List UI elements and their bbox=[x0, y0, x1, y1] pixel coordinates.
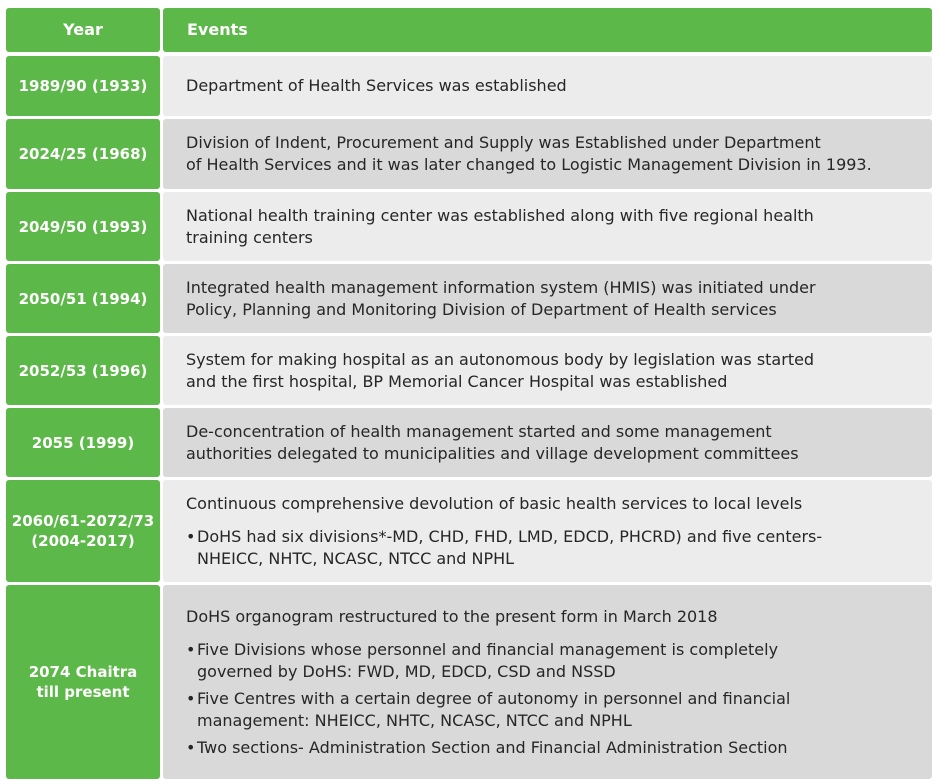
year-cell: 2050/51 (1994) bbox=[6, 264, 160, 333]
table-row bbox=[6, 408, 932, 477]
bullet-item: • Two sections- Administration Section and Financial Administration Section bbox=[186, 737, 788, 757]
event-cell: Integrated health management information system (HMIS) was initiated under Policy, Planning and Monitoring Division of Department of Health services bbox=[163, 264, 932, 333]
table-row bbox=[6, 264, 932, 333]
event-cell: System for making hospital as an autonomous body by legislation was started and the first hospital, BP Memorial Cancer Hospital was established bbox=[163, 336, 932, 405]
event-cell: Department of Health Services was established bbox=[163, 56, 932, 116]
header-year: Year bbox=[6, 8, 160, 52]
event-cell: National health training center was established along with five regional health training centers bbox=[163, 192, 932, 261]
year-cell: 2060/61-2072/73 (2004-2017) bbox=[6, 480, 160, 582]
table-row bbox=[6, 192, 932, 261]
bullet-item: • Five Centres with a certain degree of autonomy in personnel and financial management: NHEICC, NHTC, NCASC, NTCC and NPHL bbox=[186, 688, 791, 730]
table-header bbox=[6, 8, 932, 52]
event-cell: DoHS organogram restructured to the present form in March 2018 • Five Divisions whose personnel and financial management is completely governed by DoHS: FWD, MD, EDCD, CSD and NSSD • Five Centres with a certain degree of autonomy in personnel and financial management: NHEICC, NHTC, NCASC, NTCC and NPHL • Two sections- Administration Section and Financial Administration Section bbox=[163, 585, 932, 779]
event-cell: Continuous comprehensive devolution of basic health services to local levels • DoHS had six divisions*-MD, CHD, FHD, LMD, EDCD, PHCRD) and five centers- NHEICC, NHTC, NCASC, NTCC and NPHL bbox=[163, 480, 932, 582]
table-row bbox=[6, 336, 932, 405]
table-row bbox=[6, 585, 932, 779]
year-cell: 1989/90 (1933) bbox=[6, 56, 160, 116]
table-row bbox=[6, 56, 932, 116]
year-cell: 2055 (1999) bbox=[6, 408, 160, 477]
year-cell: 2024/25 (1968) bbox=[6, 119, 160, 189]
bullet-item: • DoHS had six divisions*-MD, CHD, FHD, LMD, EDCD, PHCRD) and five centers- NHEICC, NHTC, NCASC, NTCC and NPHL bbox=[186, 526, 823, 568]
table-row bbox=[6, 119, 932, 189]
header-events: Events bbox=[163, 8, 932, 52]
table-row bbox=[6, 480, 932, 582]
event-cell: De-concentration of health management started and some management authorities delegated to municipalities and village development committees bbox=[163, 408, 932, 477]
year-cell: 2074 Chaitra till present bbox=[6, 585, 160, 779]
year-cell: 2049/50 (1993) bbox=[6, 192, 160, 261]
bullet-item: • Five Divisions whose personnel and financial management is completely governed by DoHS: FWD, MD, EDCD, CSD and NSSD bbox=[186, 639, 779, 681]
year-cell: 2052/53 (1996) bbox=[6, 336, 160, 405]
event-cell: Division of Indent, Procurement and Supply was Established under Department of Health Services and it was later changed to Logistic Management Division in 1993. bbox=[163, 119, 932, 189]
